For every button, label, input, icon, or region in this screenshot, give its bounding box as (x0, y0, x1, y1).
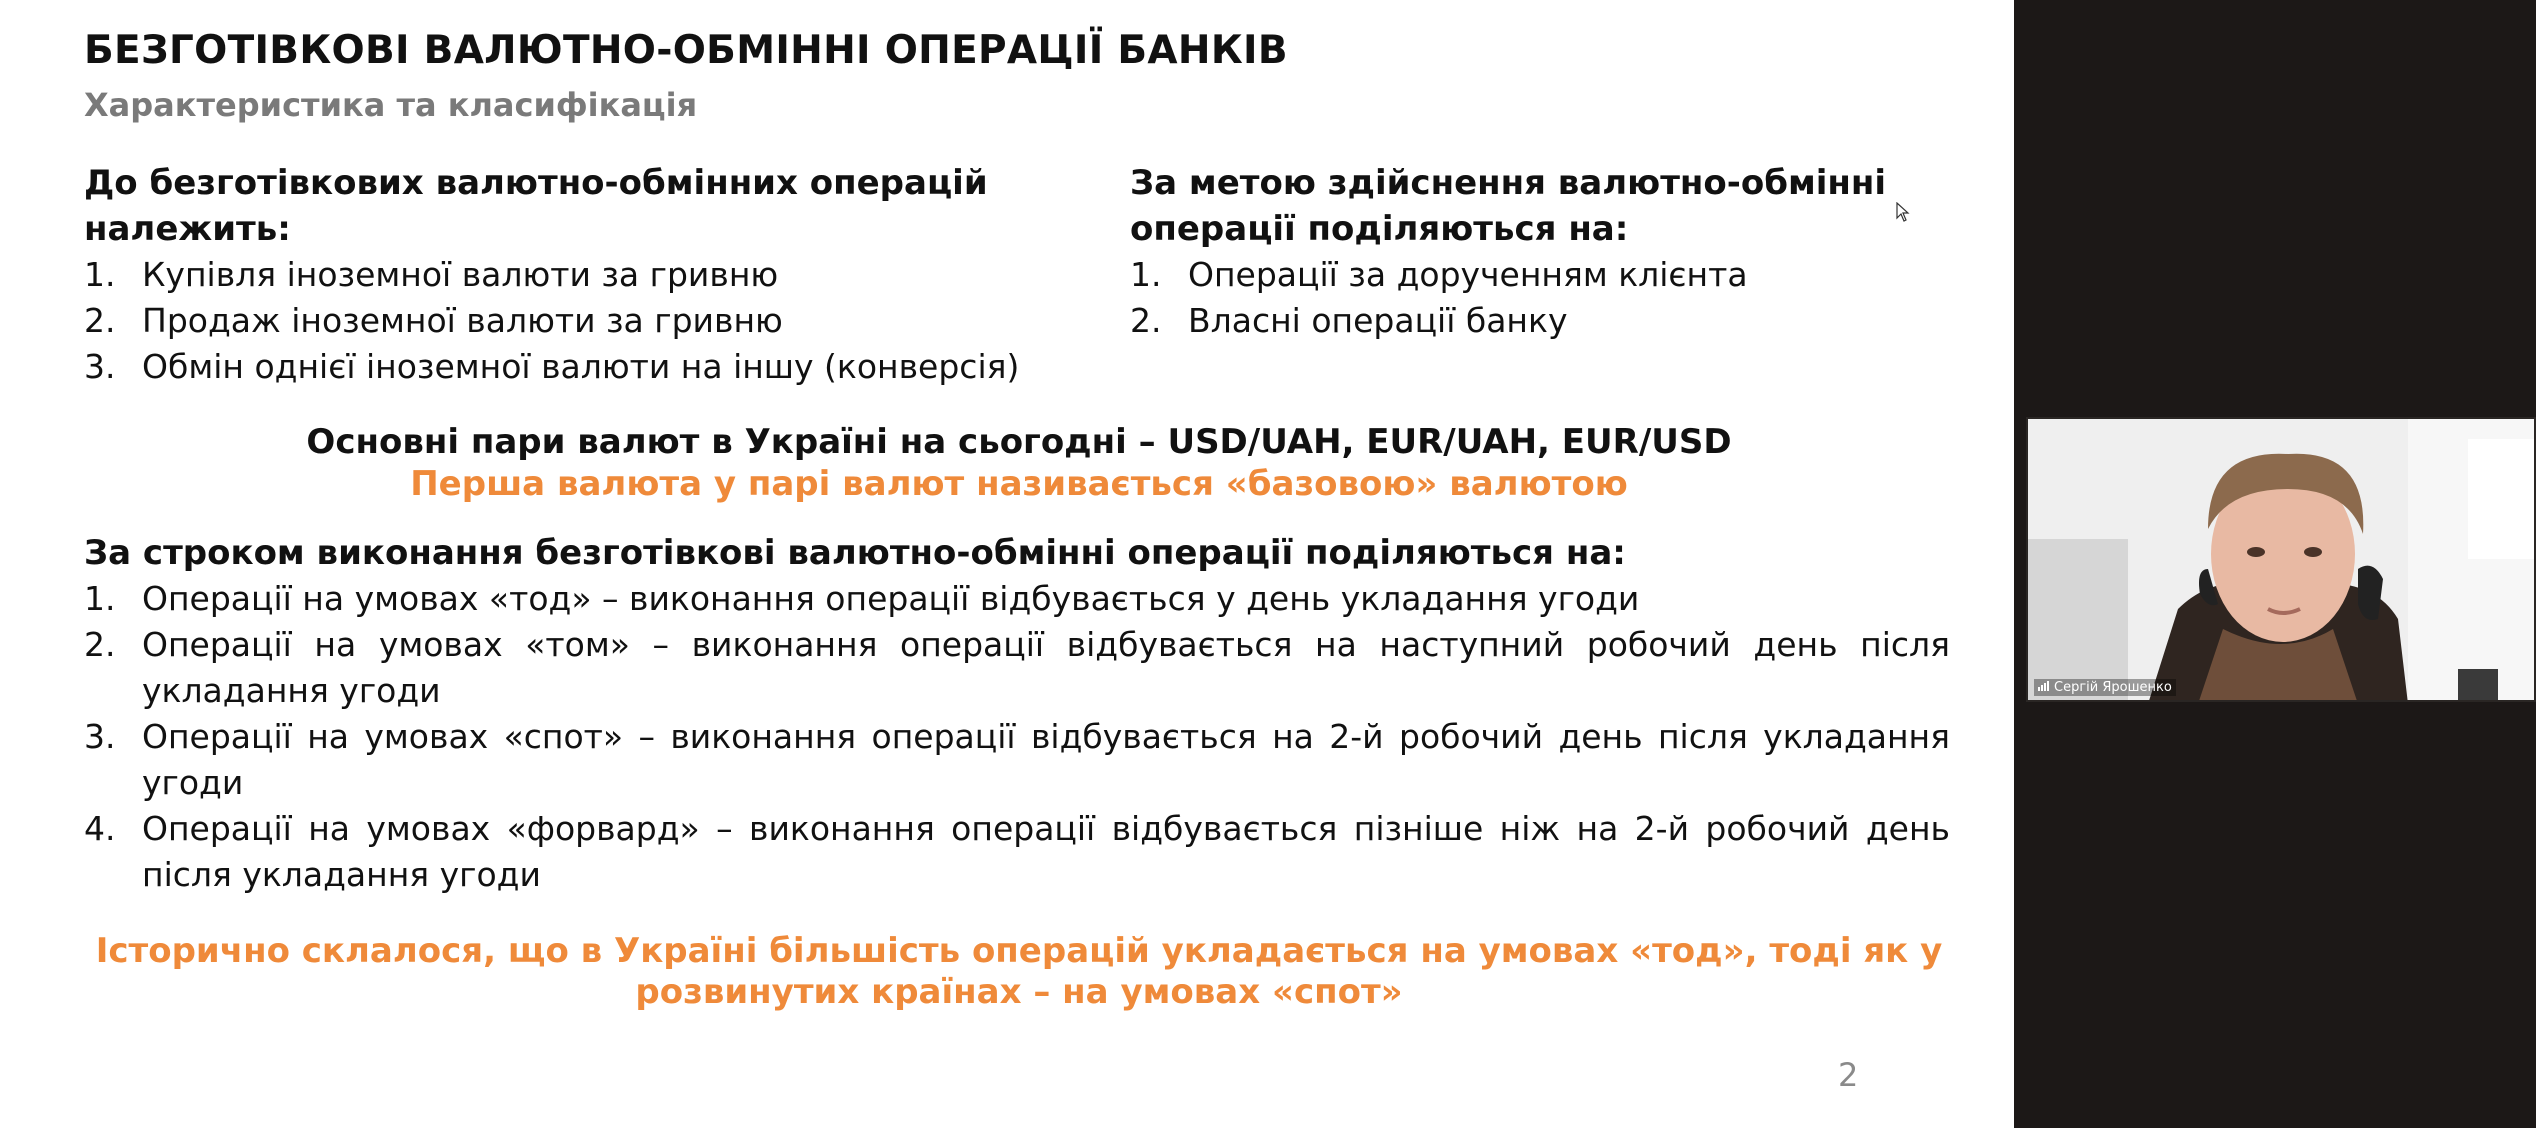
conclusion-line-2: розвинутих країнах – на умовах «спот» (635, 972, 1403, 1012)
currency-pairs-line: Основні пари валют в Україні на сьогодні – USD/UAH, EUR/UAH, EUR/USD (306, 422, 1732, 462)
slide-title: БЕЗГОТІВКОВІ ВАЛЮТНО-ОБМІННІ ОПЕРАЦІЇ БАНКІВ (84, 28, 1288, 73)
signal-bars-icon (2038, 680, 2050, 695)
left-block (84, 160, 1084, 390)
base-currency-line: Перша валюта у парі валют називається «базовою» валютою (410, 464, 1628, 504)
slide-subtitle: Характеристика та класифікація (84, 86, 698, 124)
list-item: 2. Власні операції банку (1130, 301, 1568, 340)
list-item: 4. Операції на умовах «форвард» – виконання операції відбувається пізніше ніж на 2-й робочий день після укладання угоди (84, 809, 1950, 894)
right-block-list (1130, 252, 1970, 344)
term-block-heading: За строком виконання безготівкові валютно-обмінні операції поділяються на: (84, 533, 1626, 573)
list-item: 1. Операції за дорученням клієнта (1130, 255, 1748, 294)
participant-video-frame (2028, 419, 2536, 702)
term-block (84, 530, 1950, 898)
term-block-list (84, 576, 1950, 898)
list-item: 3. Операції на умовах «спот» – виконання операції відбувається на 2-й робочий день після укладання угоди (84, 717, 1950, 802)
left-block-heading: До безготівкових валютно-обмінних операцій належить: (84, 163, 988, 249)
participant-name-label: Сергій Ярошенко (2034, 679, 2176, 696)
right-block-heading: За метою здійснення валютно-обмінні операції поділяються на: (1130, 163, 1887, 249)
list-item: 1. Купівля іноземної валюти за гривню (84, 255, 779, 294)
participant-video-tile[interactable] (2026, 417, 2536, 702)
mouse-cursor-icon (1896, 202, 1910, 226)
list-item: 2. Операції на умовах «том» – виконання операції відбувається на наступний робочий день після укладання угоди (84, 625, 1950, 710)
page-number: 2 (1838, 1056, 1859, 1094)
conclusion-line-1: Історично склалося, що в Україні більшість операцій укладається на умовах «тод», тоді як у (95, 931, 1943, 971)
list-item: 2. Продаж іноземної валюти за гривню (84, 301, 783, 340)
list-item: 1. Операції на умовах «тод» – виконання операції відбувається у день укладання угоди (84, 579, 1640, 618)
right-block (1130, 160, 1970, 344)
list-item: 3. Обмін однієї іноземної валюти на іншу (конверсія) (84, 347, 1020, 386)
left-block-list (84, 252, 1084, 390)
